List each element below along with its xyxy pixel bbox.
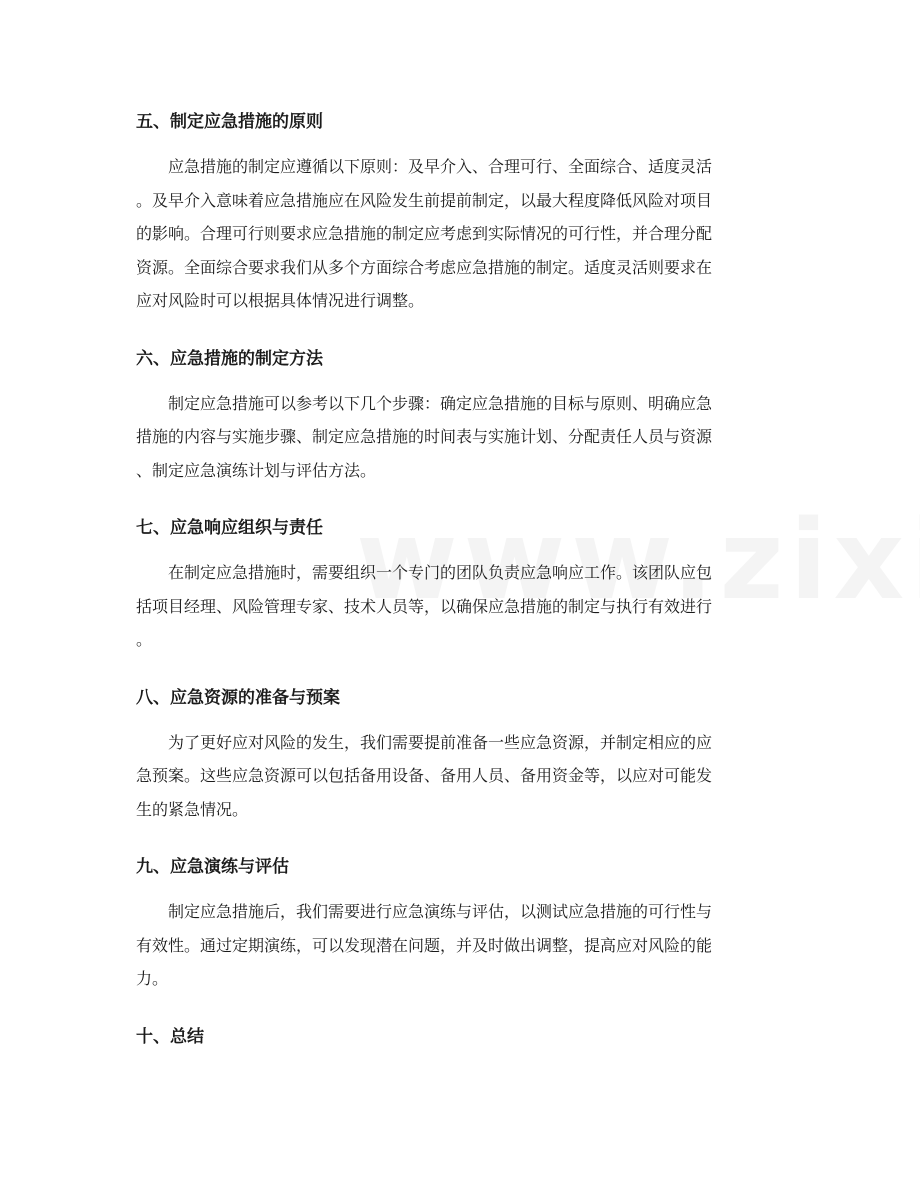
text-line: 制定应急措施后，我们需要进行应急演练与评估，以测试应急措施的可行性与 <box>168 902 713 921</box>
section-heading-5: 五、制定应急措施的原则 <box>136 112 323 132</box>
section-paragraph-8 <box>136 726 788 827</box>
section-heading-8: 八、应急资源的准备与预案 <box>136 687 340 708</box>
text-line: 为了更好应对风险的发生，我们需要提前准备一些应急资源，并制定相应的应 <box>168 732 713 752</box>
text-line: 应急措施的制定应遵循以下原则：及早介入、合理可行、全面综合、适度灵活 <box>168 157 713 176</box>
document-body <box>136 104 788 1065</box>
text-line: 措施的内容与实施步骤、制定应急措施的时间表与实施计划、分配责任人员与资源 <box>136 427 713 446</box>
section-paragraph-9 <box>136 895 788 996</box>
section-heading-10: 十、总结 <box>136 1026 204 1047</box>
section-heading-7: 七、应急响应组织与责任 <box>136 518 323 538</box>
text-line: 有效性。通过定期演练，可以发现潜在问题，并及时做出调整，提高应对风险的能 <box>136 935 713 955</box>
text-line: 生的紧急情况。 <box>136 799 249 819</box>
text-line: 。 <box>136 630 153 649</box>
text-line: 制定应急措施可以参考以下几个步骤：确定应急措施的目标与原则、明确应急 <box>168 393 713 413</box>
section-paragraph-6 <box>136 387 788 488</box>
text-line: 资源。全面综合要求我们从多个方面综合考虑应急措施的制定。适度灵活则要求在 <box>136 257 713 277</box>
text-line: 力。 <box>136 969 169 988</box>
section-paragraph-5 <box>136 150 788 318</box>
section-heading-9: 九、应急演练与评估 <box>136 857 289 877</box>
text-line: 、制定应急演练计划与评估方法。 <box>136 460 377 480</box>
text-line: 应对风险时可以根据具体情况进行调整。 <box>136 291 425 310</box>
text-line: 的影响。合理可行则要求应急措施的制定应考虑到实际情况的可行性，并合理分配 <box>136 224 713 243</box>
section-heading-6: 六、应急措施的制定方法 <box>136 348 323 369</box>
text-line: 急预案。这些应急资源可以包括备用设备、备用人员、备用资金等，以应对可能发 <box>136 766 713 785</box>
section-paragraph-7 <box>136 556 788 657</box>
text-line: 。及早介入意味着应急措施应在风险发生前提前制定，以最大程度降低风险对项目 <box>136 190 713 210</box>
text-line: 在制定应急措施时，需要组织一个专门的团队负责应急响应工作。该团队应包 <box>168 563 713 582</box>
text-line: 括项目经理、风险管理专家、技术人员等，以确保应急措施的制定与执行有效进行 <box>136 596 713 616</box>
